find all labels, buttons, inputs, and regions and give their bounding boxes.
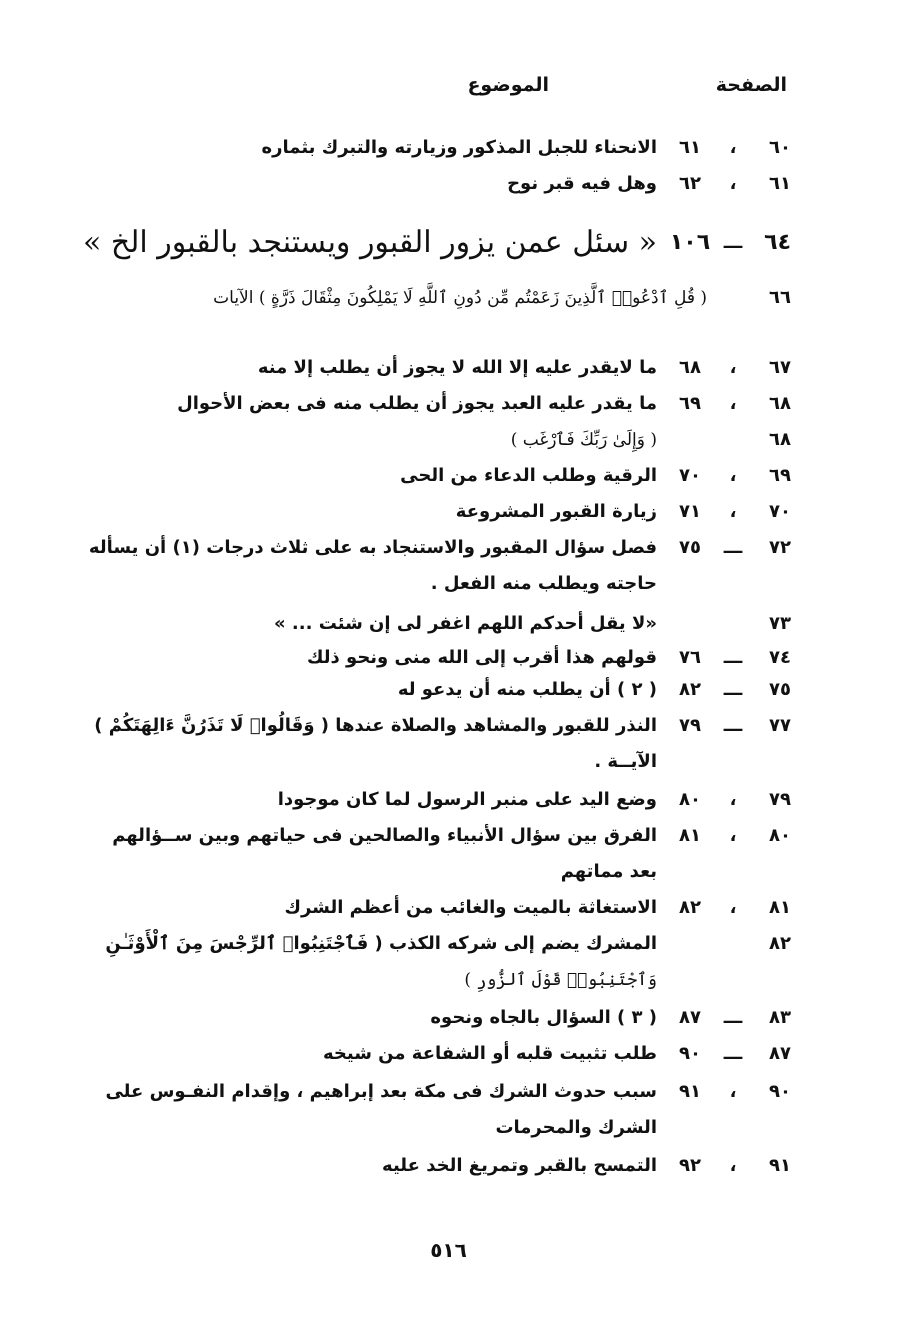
entry-page-start: ٧٧ xyxy=(769,715,791,736)
entry-page-end: ٨٢ xyxy=(679,679,701,700)
entry-topic: المشرك يضم إلى شركه الكذب ( فَٱجْتَنِبُوا۟ ٱلرِّجْسَ مِنَ ٱلْأَوْثَـٰنِ xyxy=(105,933,657,954)
entry-topic: طلب تثبيت قلبه أو الشفاعة من شيخه xyxy=(322,1043,657,1064)
entry-page-end: ٨٢ xyxy=(679,897,701,918)
entry-separator: ، xyxy=(729,825,737,846)
entry-separator: ، xyxy=(729,357,737,378)
entry-topic: ( قُلِ ٱدْعُوا۟ ٱلَّذِينَ زَعَمْتُم مِّن دُونِ ٱللَّهِ لَا يَمْلِكُونَ مِثْقَالَ ذَرَّةٍ ) الآيات xyxy=(213,288,707,308)
entry-page-end: ٩٢ xyxy=(679,1155,701,1176)
entry-page-start: ٦٨ xyxy=(769,393,791,414)
entry-page-end: ١٠٦ xyxy=(669,230,711,255)
entry-topic: زيارة القبور المشروعة xyxy=(455,501,657,522)
entry-separator: ، xyxy=(729,1081,737,1102)
entry-page-start: ٦١ xyxy=(769,173,791,194)
entry-separator: ـــ xyxy=(723,679,743,700)
entry-topic: ما يقدر عليه العبد يجوز أن يطلب منه فى بعض الأحوال xyxy=(177,393,657,414)
entry-topic: سبب حدوث الشرك فى مكة بعد إبراهيم ، وإقدام النفـوس على xyxy=(105,1081,657,1102)
entry-page-start: ٨٢ xyxy=(769,933,791,954)
entry-page-end: ٨٠ xyxy=(679,789,701,810)
table-header xyxy=(0,70,897,106)
entry-page-start: ٩٠ xyxy=(769,1081,791,1102)
entry-page-start: ٧٣ xyxy=(769,613,791,634)
entry-separator: ، xyxy=(729,393,737,414)
entry-separator: ، xyxy=(729,465,737,486)
entry-separator: ، xyxy=(729,137,737,158)
entry-page-end: ٦١ xyxy=(679,137,701,158)
entry-separator: ، xyxy=(729,173,737,194)
entry-separator: ـــ xyxy=(723,232,743,253)
entry-page-start: ٨٧ xyxy=(769,1043,791,1064)
entry-page-end: ٦٢ xyxy=(679,173,701,194)
entry-page-end: ٦٩ xyxy=(679,393,701,414)
entry-page-start: ٧٩ xyxy=(769,789,791,810)
entry-page-start: ٦٨ xyxy=(769,429,791,450)
entry-separator: ، xyxy=(729,501,737,522)
entry-separator: ـــ xyxy=(723,647,743,668)
entry-topic: الانحناء للجبل المذكور وزيارته والتبرك بثماره xyxy=(261,137,657,158)
entry-separator: ـــ xyxy=(723,1043,743,1064)
entry-page-end: ٧٥ xyxy=(679,537,701,558)
entry-topic: « سئل عمن يزور القبور ويستنجد بالقبور الخ » xyxy=(82,225,657,260)
entry-page-start: ٨٠ xyxy=(769,825,791,846)
entry-page-end: ٩١ xyxy=(679,1081,701,1102)
entry-page-start: ٦٠ xyxy=(769,137,791,158)
entry-separator: ـــ xyxy=(723,537,743,558)
page-number: ٥١٦ xyxy=(430,1238,467,1262)
entry-topic: ( وَإِلَىٰ رَبِّكَ فَٱرْغَب ) xyxy=(510,430,657,450)
entry-topic: فصل سؤال المقبور والاستنجاد به على ثلاث درجات (١) أن يسأله xyxy=(88,537,657,558)
entry-page-end: ٨١ xyxy=(679,825,701,846)
entry-page-end: ٧٠ xyxy=(679,465,701,486)
entry-topic: النذر للقبور والمشاهد والصلاة عندها ( وَقَالُوا۟ لَا تَذَرُنَّ ءَالِهَتَكُمْ ) الآيــة . xyxy=(94,715,657,772)
entry-page-start: ٦٤ xyxy=(764,230,791,255)
entry-page-end: ٧١ xyxy=(679,501,701,522)
entry-topic: وهل فيه قبر نوح xyxy=(507,173,657,194)
entry-topic: الرقية وطلب الدعاء من الحى xyxy=(400,465,657,486)
entry-topic: ( ٢ ) أن يطلب منه أن يدعو له xyxy=(397,679,657,700)
entry-page-start: ٦٦ xyxy=(769,287,791,308)
entry-topic-continued: حاجته ويطلب منه الفعل . xyxy=(430,573,657,594)
entry-page-end: ٧٦ xyxy=(679,647,701,668)
entry-separator: ـــ xyxy=(723,715,743,736)
entry-page-start: ٨١ xyxy=(769,897,791,918)
entry-page-start: ٧٢ xyxy=(769,537,791,558)
entry-topic-continued: بعد مماتهم xyxy=(560,861,657,882)
entry-page-start: ٩١ xyxy=(769,1155,791,1176)
entry-separator: ، xyxy=(729,897,737,918)
entry-topic: التمسح بالقبر وتمريغ الخد عليه xyxy=(382,1155,657,1176)
entry-separator: ـــ xyxy=(723,1007,743,1028)
entry-page-start: ٧٠ xyxy=(769,501,791,522)
entry-topic: ( ٣ ) السؤال بالجاه ونحوه xyxy=(430,1007,657,1028)
entry-topic: وضع اليد على منبر الرسول لما كان موجودا xyxy=(277,789,657,810)
entry-topic: ما لايقدر عليه إلا الله لا يجوز أن يطلب إلا منه xyxy=(257,357,657,378)
entry-page-start: ٦٧ xyxy=(769,357,791,378)
entry-page-end: ٩٠ xyxy=(679,1043,701,1064)
entry-page-end: ٨٧ xyxy=(679,1007,701,1028)
entry-topic-continued: وَٱجْتَنِبُوا۟ قَوْلَ ٱلزُّورِ ) xyxy=(464,970,657,990)
entry-page-start: ٧٥ xyxy=(769,679,791,700)
entry-topic-continued: الشرك والمحرمات xyxy=(495,1117,657,1138)
page-column-heading: الصفحة xyxy=(715,74,787,96)
entry-topic: الاستغاثة بالميت والغائب من أعظم الشرك xyxy=(284,897,657,918)
entry-separator: ، xyxy=(729,789,737,810)
entry-topic: «لا يقل أحدكم اللهم اغفر لى إن شئت ... » xyxy=(274,613,657,634)
entry-page-start: ٦٩ xyxy=(769,465,791,486)
topic-column-heading: الموضوع xyxy=(467,74,549,96)
entry-page-end: ٦٨ xyxy=(679,357,701,378)
entry-topic: الفرق بين سؤال الأنبياء والصالحين فى حياتهم وبين ســؤالهم xyxy=(112,825,657,846)
entry-page-start: ٧٤ xyxy=(769,647,791,668)
entry-topic: قولهم هذا أقرب إلى الله منى ونحو ذلك xyxy=(307,647,657,668)
entry-page-start: ٨٣ xyxy=(769,1007,791,1028)
entry-separator: ، xyxy=(729,1155,737,1176)
entry-page-end: ٧٩ xyxy=(679,715,701,736)
